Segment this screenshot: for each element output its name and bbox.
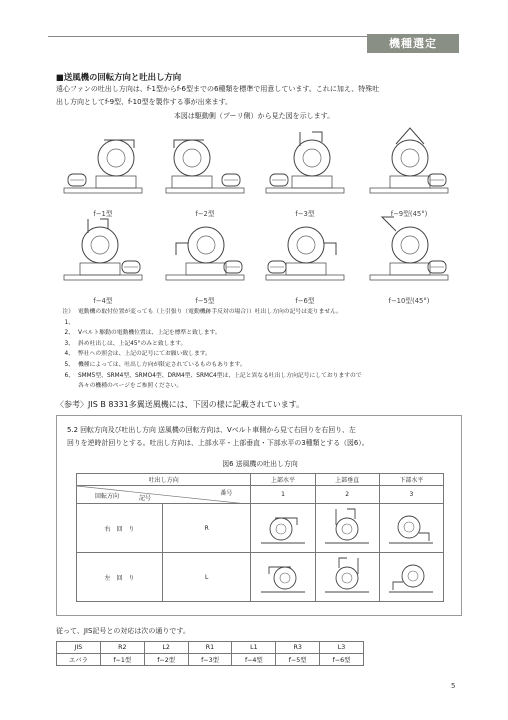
jis-line: 5.2 回転方向及び吐出し方向 送風機の回転方向は、Vベルト車側から見て右回りを右回り、左	[67, 426, 356, 434]
note-item	[56, 381, 464, 392]
mapping-cell: R3	[276, 642, 320, 654]
note-item	[56, 307, 464, 328]
symbol-cell: R	[163, 504, 251, 553]
number-label: 番号	[220, 490, 233, 497]
diagram-cell	[251, 553, 315, 602]
note-item	[56, 371, 464, 382]
intro-paragraph	[56, 83, 456, 109]
section-title: ■送風機の回転方向と吐出し方向	[56, 72, 182, 82]
note-number: 注）1、	[62, 309, 74, 326]
mapping-cell: R2	[100, 642, 144, 654]
note-text: Vベルト駆動の電動機位置は、上記を標準と致します。	[78, 330, 221, 337]
fan-diagram	[381, 554, 441, 598]
rotation-cell: 左 回 り	[77, 553, 163, 602]
fan-caption: f−6型	[295, 297, 315, 305]
fan-caption: f−2型	[195, 210, 215, 218]
diagram-cell	[315, 504, 379, 553]
rotation-cell: 右 回 り	[77, 504, 163, 553]
mapping-ebara-row	[57, 654, 364, 666]
mapping-cell: R1	[188, 642, 232, 654]
note-number: 5、	[64, 361, 74, 368]
fan-figure-f10	[366, 213, 452, 313]
col-head-upper-vertical: 上部垂直	[315, 474, 379, 486]
fan-diagram	[317, 554, 377, 598]
diagram-cell	[251, 504, 315, 553]
fan-drawing	[60, 126, 146, 206]
fan-caption: f−3型	[295, 210, 315, 218]
note-item	[56, 360, 464, 371]
mapping-cell: L1	[232, 642, 276, 654]
jis-mapping-table	[56, 641, 364, 666]
fan-figure-f2	[162, 126, 248, 226]
fan-diagram	[381, 505, 441, 549]
symbol-cell: L	[163, 553, 251, 602]
number-cell: 3	[379, 486, 443, 504]
jis-line: 回りを逆時計回りとする。吐出し方向は、上部水平・上部垂直・下部水平の3種類とする（図6）。	[67, 439, 369, 447]
fan-drawing	[366, 213, 452, 293]
diagram-cell	[379, 504, 443, 553]
mapping-cell: f−2型	[144, 654, 188, 666]
fan-diagram	[253, 505, 313, 549]
jis-paragraph	[67, 424, 457, 450]
fan-drawing	[366, 126, 452, 206]
symbol-label: 記号	[139, 495, 152, 502]
notes-list	[56, 307, 464, 392]
intro-line: 出し方向としてf-9型、f-10型を製作する事が出来ます。	[56, 98, 233, 106]
note-number: 4、	[64, 351, 74, 358]
note-text: 各々の機種のページをご参照ください。	[78, 383, 183, 390]
mapping-cell: f−6型	[320, 654, 364, 666]
mapping-cell: JIS	[57, 642, 101, 654]
fan-figure-f4	[60, 213, 146, 313]
fan-caption: f−4型	[93, 297, 113, 305]
fan-figure-f5	[162, 213, 248, 313]
fan-diagram	[317, 505, 377, 549]
note-number: 3、	[64, 340, 74, 347]
fan-diagram	[253, 554, 313, 598]
mapping-intro: 従って、JIS記号との対応は次の通りです。	[56, 627, 190, 635]
intro-view-note: 本図は駆動側（プーリ側）から見た図を示します。	[173, 112, 335, 120]
mapping-cell: f−1型	[100, 654, 144, 666]
note-text: 機種によっては、吐出し方向が限定されているものもあります。	[78, 361, 246, 368]
note-text: SMM5型、SRM4型、SRMO4型、DRM4型、SRMC4型は、上記と異なる吐出し方向記号にしておりますので	[78, 372, 362, 379]
fan-drawing	[262, 126, 348, 206]
note-number: 6、	[64, 372, 74, 379]
fan-caption: f−9型(45°)	[390, 210, 428, 218]
header-diagonal-cell	[77, 486, 251, 504]
mapping-header-row	[57, 642, 364, 654]
fan-drawing	[162, 126, 248, 206]
header-tab: 機種選定	[367, 34, 459, 53]
mapping-cell: f−3型	[188, 654, 232, 666]
reference-note: 〈参考〉JIS B 8331多翼送風機には、下図の様に記載されています。	[56, 400, 305, 409]
page-number: 5	[451, 682, 456, 690]
mapping-cell: f−5型	[276, 654, 320, 666]
rotation-label: 回転方向	[95, 493, 120, 500]
fan-drawing	[262, 213, 348, 293]
number-cell: 1	[251, 486, 315, 504]
fan-caption: f−10型(45°)	[388, 297, 430, 305]
note-text: 弊社への照会は、上記の記号にてお願い致します。	[78, 351, 211, 358]
col-head-upper-horizontal: 上部水平	[251, 474, 315, 486]
jis-direction-table	[76, 473, 444, 602]
fan-figure-f3	[262, 126, 348, 226]
jis-excerpt-box	[56, 415, 462, 616]
diagram-cell	[379, 553, 443, 602]
mapping-cell: L2	[144, 642, 188, 654]
fan-figure-f9	[366, 126, 452, 226]
mapping-cell: f−4型	[232, 654, 276, 666]
fan-figure-f1	[60, 126, 146, 226]
mapping-cell: エバラ	[57, 654, 101, 666]
fan-figure-f6	[262, 213, 348, 313]
number-cell: 2	[315, 486, 379, 504]
fan-caption: f−1型	[93, 210, 113, 218]
note-text: 電動機の取付位置が変っても（上引張り（電動機跡手反対の場合））吐出し方向の記号は変りません。	[78, 309, 343, 315]
note-item	[56, 328, 464, 339]
fan-drawing	[60, 213, 146, 293]
note-item	[56, 349, 464, 360]
fan-drawing	[162, 213, 248, 293]
intro-line: 遠心ファンの吐出し方向は、f-1型からf-6型までの6種類を標準で用意しています。これに加え、特殊吐	[56, 85, 380, 93]
fan-caption: f−5型	[195, 297, 215, 305]
figure-caption: 図6 送風機の吐出し方向	[222, 460, 298, 468]
note-number	[56, 381, 78, 392]
diagram-cell	[315, 553, 379, 602]
mapping-cell: L3	[320, 642, 364, 654]
col-head-lower-horizontal: 下部水平	[379, 474, 443, 486]
note-text: 斜め吐出しは、上記45°のみと致します。	[78, 340, 187, 347]
discharge-header: 吐出し方向	[77, 474, 251, 486]
note-number: 2、	[64, 330, 74, 337]
note-item	[56, 339, 464, 350]
